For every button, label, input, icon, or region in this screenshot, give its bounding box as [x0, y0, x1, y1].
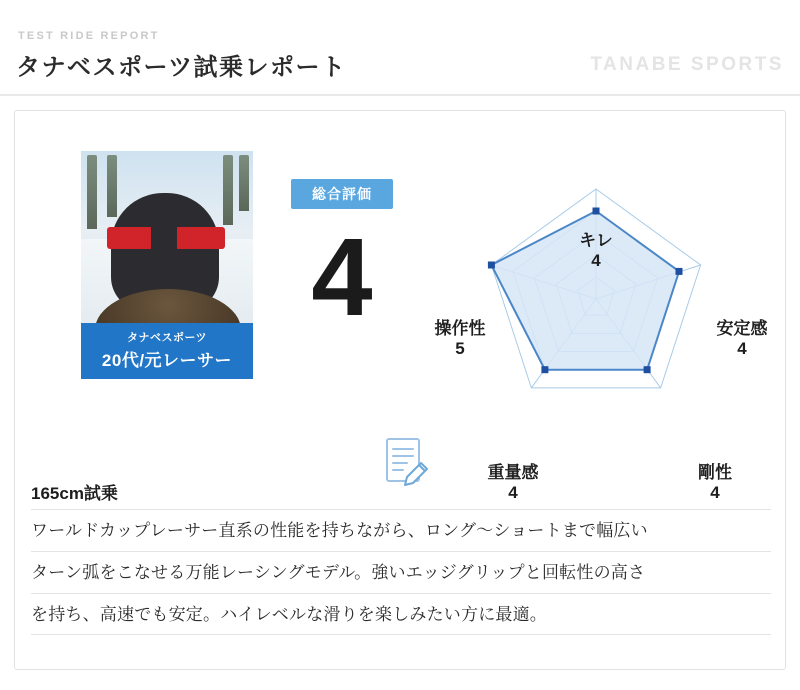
radar-label-sousasei: 操作性 5	[434, 319, 486, 358]
photo-goggle-buckle	[151, 223, 177, 253]
page-title: タナベスポーツ試乗レポート	[16, 54, 347, 81]
comment-line: ワールドカップレーサー直系の性能を持ちながら、ロング〜ショートまで幅広い	[31, 509, 771, 551]
overall-score-value: 4	[311, 216, 373, 339]
comment-body	[31, 509, 771, 635]
comment-line: を持ち、高速でも安定。ハイレベルな滑りを楽しみたい方に最適。	[31, 593, 771, 635]
note-document-icon	[377, 433, 433, 493]
photo-shop-label: タナベスポーツ	[126, 332, 208, 344]
radar-label-juuryoukan: 重量感 4	[487, 463, 539, 502]
overall-score-badge: 総合評価	[291, 179, 393, 209]
photo-tree	[107, 155, 117, 217]
photo-reviewer-label: 20代/元レーサー	[101, 351, 233, 370]
radar-label-anteikan: 安定感 4	[716, 319, 768, 358]
brand-logo: TANABE SPORTS	[590, 54, 784, 75]
report-card	[14, 110, 786, 670]
reviewer-photo	[81, 151, 253, 379]
radar-label-kire: キレ 4	[579, 231, 613, 270]
photo-tree	[239, 155, 249, 211]
radar-chart	[413, 119, 779, 502]
page-header	[0, 0, 800, 96]
header-eyebrow: TEST RIDE REPORT	[18, 30, 160, 42]
comment-line: ターン弧をこなせる万能レーシングモデル。強いエッジグリップと回転性の高さ	[31, 551, 771, 593]
photo-tree	[87, 155, 97, 229]
comment-title: 165cm試乗	[31, 484, 118, 503]
radar-label-gousei: 剛性 4	[698, 463, 732, 502]
photo-tree	[223, 155, 233, 225]
photo-caption	[81, 323, 253, 379]
